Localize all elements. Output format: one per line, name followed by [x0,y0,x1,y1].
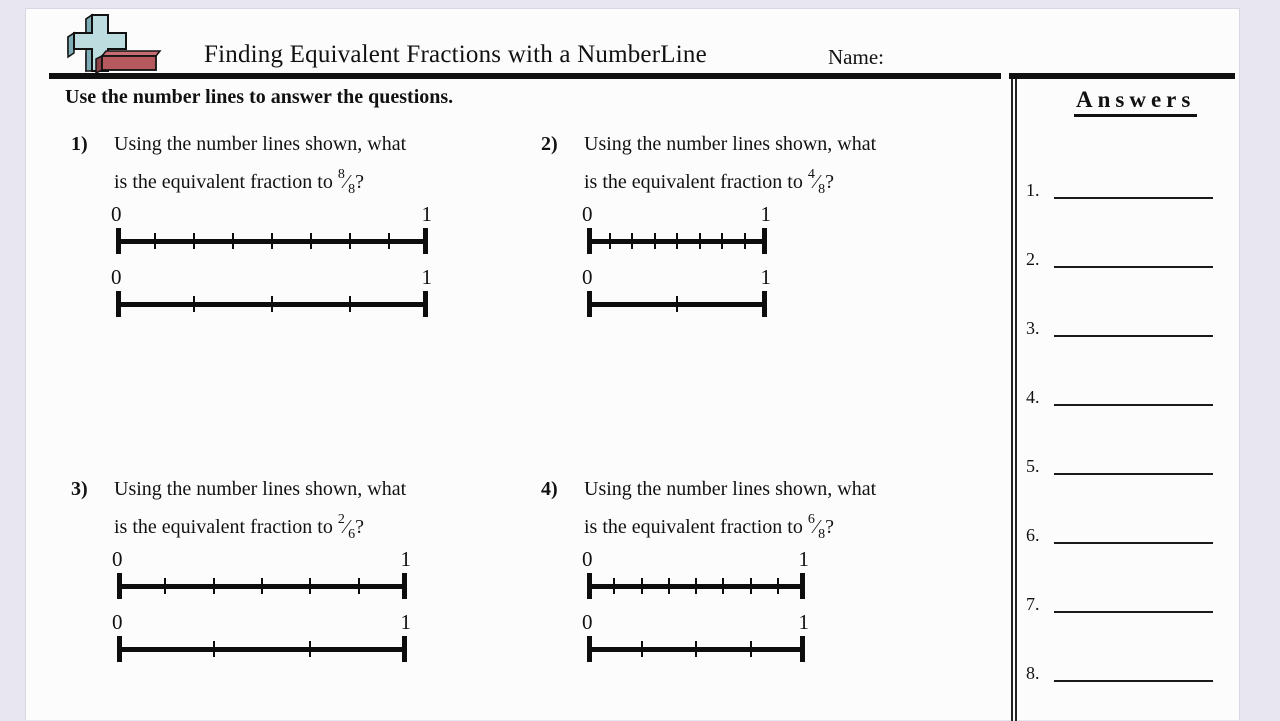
tick-mark [271,233,273,249]
answer-blank[interactable] [1054,518,1213,544]
tick-mark [609,233,611,249]
tick-mark [750,641,752,657]
question-text: Using the number lines shown, what is the equivalent fraction to $^4⁄_8$? [584,133,877,197]
answer-number: 6. [1026,525,1040,545]
tick-mark [154,233,156,249]
tick-mark [676,296,678,312]
name-label: Name: [828,45,884,69]
answer-blank[interactable] [1054,656,1213,682]
tick-mark [193,233,195,249]
question-number: 4) [541,478,558,500]
question-number: 3) [71,478,88,500]
number-line: 0 1 [116,267,428,317]
answer-blank[interactable] [1054,380,1213,406]
tick-mark [721,233,723,249]
tick-mark [668,578,670,594]
question-text: Using the number lines shown, what is the equivalent fraction to $^2⁄_6$? [114,478,407,542]
tick-mark [213,578,215,594]
tick-mark [777,578,779,594]
answer-row [1026,504,1213,544]
tick-mark [699,233,701,249]
number-line: 0 1 [587,204,767,254]
number-line: 0 1 [116,204,428,254]
answers-separator [1011,79,1017,721]
tick-mark [613,578,615,594]
answer-number: 5. [1026,456,1040,476]
answer-row [1026,297,1213,337]
tick-mark [309,641,311,657]
answer-number: 2. [1026,249,1040,269]
answer-row [1026,366,1213,406]
question-number: 2) [541,133,558,155]
question-2 [541,125,981,317]
tick-mark [654,233,656,249]
header-rule-answers [1009,73,1235,79]
answer-blank[interactable] [1054,242,1213,268]
tick-mark [750,578,752,594]
question-4 [541,470,981,662]
answer-row [1026,435,1213,475]
answer-blank[interactable] [1054,587,1213,613]
tick-mark [261,578,263,594]
tick-mark [232,233,234,249]
tick-mark [193,296,195,312]
fraction: $^8⁄_8$ [337,167,356,197]
fraction: $^6⁄_8$ [807,512,826,542]
number-line: 0 1 [587,549,805,599]
fraction: $^2⁄_6$ [337,512,356,542]
tick-mark [695,641,697,657]
answer-number: 8. [1026,663,1040,683]
page-title: Finding Equivalent Fractions with a NumberLine [204,41,707,68]
tick-mark [271,296,273,312]
answer-number: 4. [1026,387,1040,407]
answers-title: Answers [1074,87,1197,117]
answer-number: 3. [1026,318,1040,338]
number-line: 0 1 [117,612,407,662]
answer-number: 7. [1026,594,1040,614]
number-line: 0 1 [587,612,805,662]
question-text: Using the number lines shown, what is the equivalent fraction to $^6⁄_8$? [584,478,877,542]
tick-mark [641,578,643,594]
tick-mark [722,578,724,594]
answer-row [1026,228,1213,268]
number-line: 0 1 [587,267,767,317]
answer-row [1026,642,1213,682]
header-rule [49,73,1001,79]
tick-mark [309,578,311,594]
fraction: $^4⁄_8$ [807,167,826,197]
tick-mark [641,641,643,657]
plus-minus-blocks-icon [56,11,168,74]
number-line: 0 1 [117,549,407,599]
tick-mark [310,233,312,249]
answer-row [1026,573,1213,613]
tick-mark [349,296,351,312]
question-number: 1) [71,133,88,155]
tick-mark [349,233,351,249]
tick-mark [744,233,746,249]
worksheet-page [25,8,1240,720]
answer-blank[interactable] [1054,449,1213,475]
answer-blank[interactable] [1054,311,1213,337]
tick-mark [358,578,360,594]
tick-mark [676,233,678,249]
answer-number: 1. [1026,180,1040,200]
tick-mark [164,578,166,594]
answer-row [1026,159,1213,199]
tick-mark [631,233,633,249]
tick-mark [388,233,390,249]
question-1 [71,125,511,317]
answers-list [1026,159,1213,711]
question-3 [71,470,511,662]
tick-mark [695,578,697,594]
question-text: Using the number lines shown, what is the equivalent fraction to $^8⁄_8$? [114,133,407,197]
answer-blank[interactable] [1054,173,1213,199]
instructions-text: Use the number lines to answer the questions. [65,86,454,108]
tick-mark [213,641,215,657]
